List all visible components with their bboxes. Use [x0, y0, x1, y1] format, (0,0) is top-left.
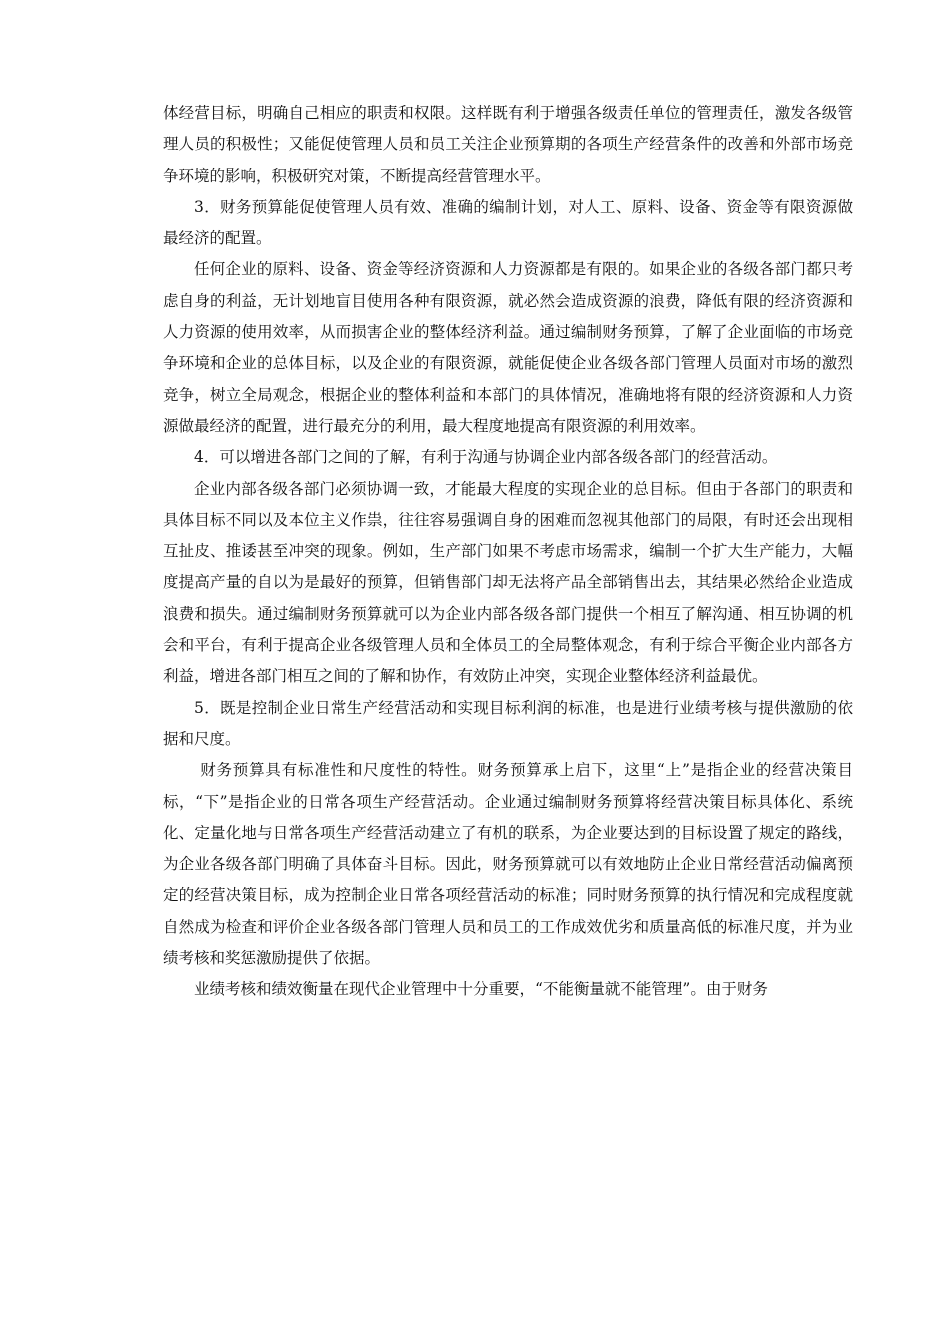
paragraph-standards: 财务预算具有标准性和尺度性的特性。财务预算承上启下，这里“上”是指企业的经营决策目标，“下”是指企业的日常各项生产经营活动。企业通过编制财务预算将经营决策目标具体化、系统化、定量化地与日常各项生产经营活动建立了有机的联系，为企业要达到的目标设置了规定的路线，为企业各级各部门明确了具体奋斗目标。因此，财务预算就可以有效地防止企业日常经营活动偏离预定的经营决策目标，成为控制企业日常各项经营活动的标准；同时财务预算的执行情况和完成程度就自然成为检查和评价企业各级各部门管理人员和员工的工作成效优劣和质量高低的标准尺度，并为业绩考核和奖惩激励提供了依据。 [163, 761, 853, 968]
paragraph-point-5-heading: 5．既是控制企业日常生产经营活动和实现目标利润的标准，也是进行业绩考核与提供激励的依据和尺度。 [163, 698, 853, 748]
paragraph-point-4-heading: 4．可以增进各部门之间的了解，有利于沟通与协调企业内部各级各部门的经营活动。 [194, 448, 778, 467]
paragraph-performance: 业绩考核和绩效衡量在现代企业管理中十分重要，“不能衡量就不能管理”。由于财务 [194, 980, 768, 999]
paragraph-continuation: 体经营目标，明确自己相应的职责和权限。这样既有利于增强各级责任单位的管理责任，激发各级管理人员的积极性；又能促使管理人员和员工关注企业预算期的各项生产经营条件的改善和外部市场竞争环境的影响，积极研究对策，不断提高经营管理水平。 [163, 104, 853, 185]
paragraph-point-3-heading: 3．财务预算能促使管理人员有效、准确的编制计划，对人工、原料、设备、资金等有限资源做最经济的配置。 [163, 197, 853, 248]
paragraph-resources: 任何企业的原料、设备、资金等经济资源和人力资源都是有限的。如果企业的各级各部门都只考虑自身的利益，无计划地盲目使用各种有限资源，就必然会造成资源的浪费，降低有限的经济资源和人力资源的使用效率，从而损害企业的整体经济利益。通过编制财务预算，了解了企业面临的市场竞争环境和企业的总体目标，以及企业的有限资源，就能促使企业各级各部门管理人员面对市场的激烈竞争，树立全局观念，根据企业的整体利益和本部门的具体情况，准确地将有限的经济资源和人力资源做最经济的配置，进行最充分的利用，最大程度地提高有限资源的利用效率。 [163, 260, 853, 435]
document-body [163, 98, 853, 1006]
paragraph-coordination: 企业内部各级各部门必须协调一致，才能最大程度的实现企业的总目标。但由于各部门的职责和具体目标不同以及本位主义作祟，往往容易强调自身的困难而忽视其他部门的局限，有时还会出现相互扯皮、推诿甚至冲突的现象。例如，生产部门如果不考虑市场需求，编制一个扩大生产能力，大幅度提高产量的自以为是最好的预算，但销售部门却无法将产品全部销售出去，其结果必然给企业造成浪费和损失。通过编制财务预算就可以为企业内部各级各部门提供一个相互了解沟通、相互协调的机会和平台，有利于提高企业各级管理人员和全体员工的全局整体观念，有利于综合平衡企业内部各方利益，增进各部门相互之间的了解和协作，有效防止冲突，实现企业整体经济利益最优。 [163, 479, 853, 686]
